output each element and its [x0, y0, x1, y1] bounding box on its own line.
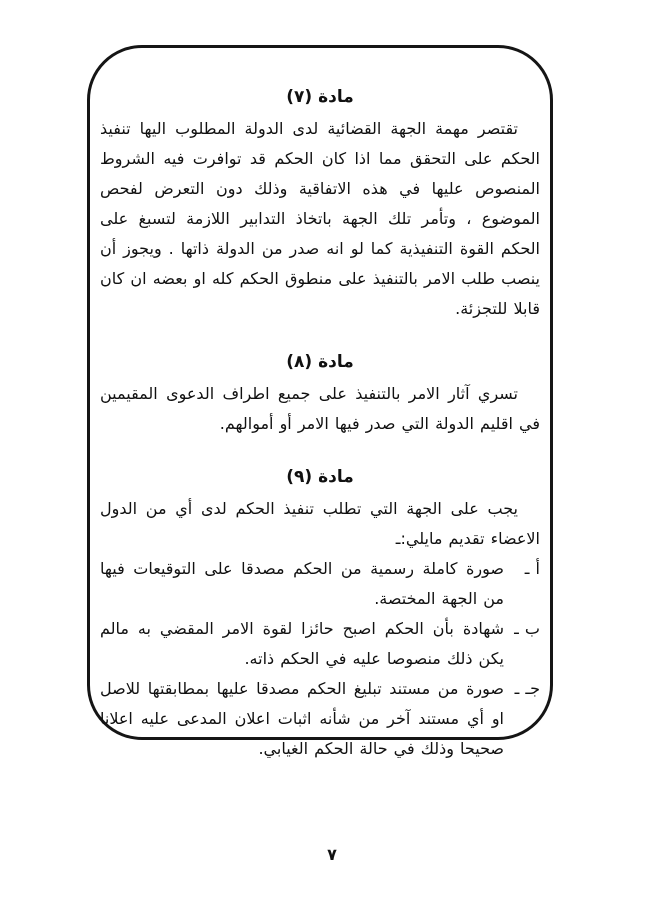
article-7-body: تقتصر مهمة الجهة القضائية لدى الدولة المطلوب اليها تنفيذ الحكم على التحقق مما اذا كان الحكم قد توافرت فيه الشروط المنصوص عليها في هذه الاتفاقية وذلك دون التعرض لفحص الموضوع ، وتأمر تلك الجهة باتخاذ التدابير اللازمة لتسبغ على الحكم القوة التنفيذية كما لو انه صدر من الدولة ذاتها . ويجوز أن ينصب طلب الامر بالتنفيذ على منطوق الحكم كله او بعضه ان كان قابلا للتجزئة. — [100, 119, 540, 318]
list-item-marker: أ ـ — [524, 559, 540, 578]
article-7-title: مادة (٧) — [286, 87, 354, 107]
article-9-intro: يجب على الجهة التي تطلب تنفيذ الحكم لدى أي من الدول الاعضاء تقديم مايلي:ـ — [100, 499, 540, 548]
page-border-frame — [87, 45, 553, 758]
article-9-title: مادة (٩) — [286, 467, 354, 487]
list-item — [100, 554, 540, 614]
list-item-marker: ب ـ — [514, 619, 540, 638]
list-item-text: شهادة بأن الحكم اصبح حائزا لقوة الامر المقضي به مالم يكن ذلك منصوصا عليه في الحكم ذاته. — [100, 619, 504, 668]
article-8-title: مادة (٨) — [286, 352, 354, 372]
list-item-text: صورة من مستند تبليغ الحكم مصدقا عليها بمطابقتها للاصل او أي مستند آخر من شأنه اثبات اعلان المدعى عليه اعلانا صحيحا وذلك في حالة الحكم الغيابي. — [100, 679, 504, 758]
list-item — [100, 614, 540, 674]
list-item-marker: جـ ـ — [514, 679, 540, 698]
list-item-text: صورة كاملة رسمية من الحكم مصدقا على التوقيعات فيها من الجهة المختصة. — [100, 559, 504, 608]
page-number: ٧ — [327, 845, 337, 864]
list-item — [100, 674, 540, 764]
article-8-body: تسري آثار الامر بالتنفيذ على جميع اطراف الدعوى المقيمين في اقليم الدولة التي صدر فيها الامر أو أموالهم. — [100, 384, 540, 433]
article-9-item-list — [100, 554, 540, 764]
